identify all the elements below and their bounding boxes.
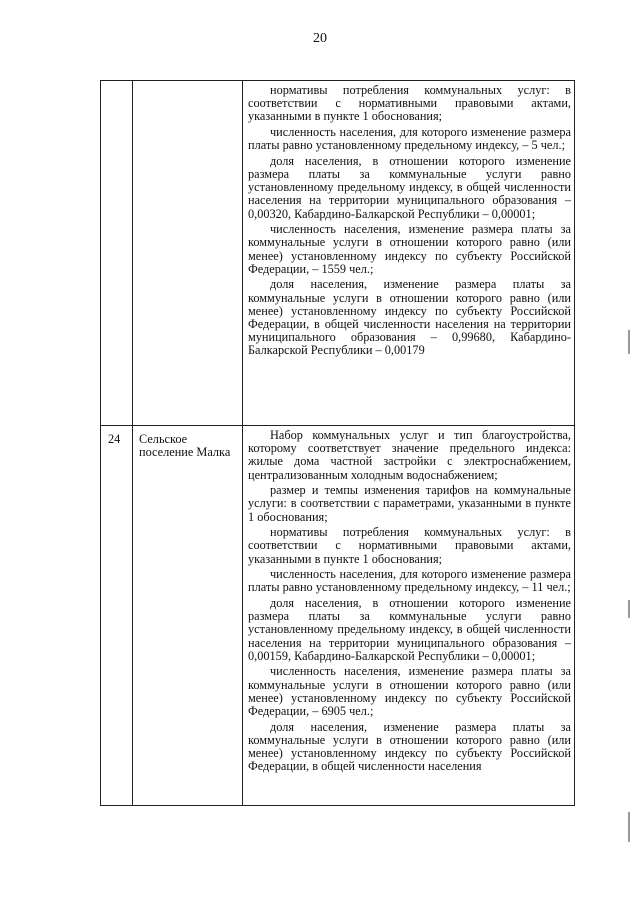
paragraph: численность населения, изменение размера платы за коммунальные услуги в отношении которого равно (или менее) установленному индексу по субъекту Российской Федерации, – 6905 чел.;	[248, 664, 571, 719]
paragraph: численность населения, для которого изменение размера платы равно установленному предельному индексу, – 5 чел.;	[248, 125, 571, 153]
row-number-cell	[101, 81, 133, 426]
table-row	[101, 81, 575, 426]
paragraph: доля населения, в отношении которого изменение размера платы за коммунальные услуги равно установленному предельному индексу, в общей численности населения на территории муниципального образования – 0,00159, Кабардино-Балкарской Республики – 0,00001;	[248, 596, 571, 663]
paragraph: доля населения, изменение размера платы за коммунальные услуги в отношении которого равно (или менее) установленному индексу по субъекту Российской Федерации, в общей численности населения	[248, 719, 571, 774]
paragraph: размер и темпы изменения тарифов на коммунальные услуги: в соответствии с параметрами, указанными в пункте 1 обоснования;	[248, 483, 571, 524]
paragraph: доля населения, в отношении которого изменение размера платы за коммунальные услуги равно установленному предельному индексу, в общей численности населения на территории муниципального образования – 0,00320, Кабардино-Балкарской Республики – 0,00001;	[248, 153, 571, 221]
paragraph: Набор коммунальных услуг и тип благоустройства, которому соответствует значение предельного индекса: жилые дома частной застройки с электроснабжением, централизованным холодным водоснабжением;	[248, 428, 571, 482]
settlement-name-line: поселение Малка	[139, 445, 231, 460]
paragraph: численность населения, изменение размера платы за коммунальные услуги в отношении которого равно (или менее) установленному индексу по субъекту Российской Федерации, – 1559 чел.;	[248, 222, 571, 276]
paragraph: численность населения, для которого изменение размера платы равно установленному предельному индексу, – 11 чел.;	[248, 567, 571, 595]
description-cell	[243, 81, 575, 426]
document-table	[100, 80, 575, 806]
paragraph: нормативы потребления коммунальных услуг: в соответствии с нормативными правовыми актами, указанными в пункте 1 обоснования;	[248, 83, 571, 124]
row-number-cell: 24	[101, 426, 133, 806]
paragraph: доля населения, изменение размера платы за коммунальные услуги в отношении которого равно (или менее) установленному индексу по субъекту Российской Федерации, в общей численности населения на территории муниципального образования – 0,99680, Кабардино-Балкарской Республики – 0,00179	[248, 277, 571, 358]
settlement-name-line: Сельское	[139, 432, 188, 446]
scan-edge-mark	[628, 330, 630, 354]
scan-edge-mark	[628, 600, 630, 618]
settlement-name-cell	[133, 426, 243, 806]
paragraph: нормативы потребления коммунальных услуг: в соответствии с нормативными правовыми актами, указанными в пункте 1 обоснования;	[248, 525, 571, 566]
page-number: 20	[313, 31, 327, 46]
settlement-name-cell	[133, 81, 243, 426]
table-row	[101, 426, 575, 806]
scan-edge-mark	[628, 812, 630, 842]
description-cell	[243, 426, 575, 806]
